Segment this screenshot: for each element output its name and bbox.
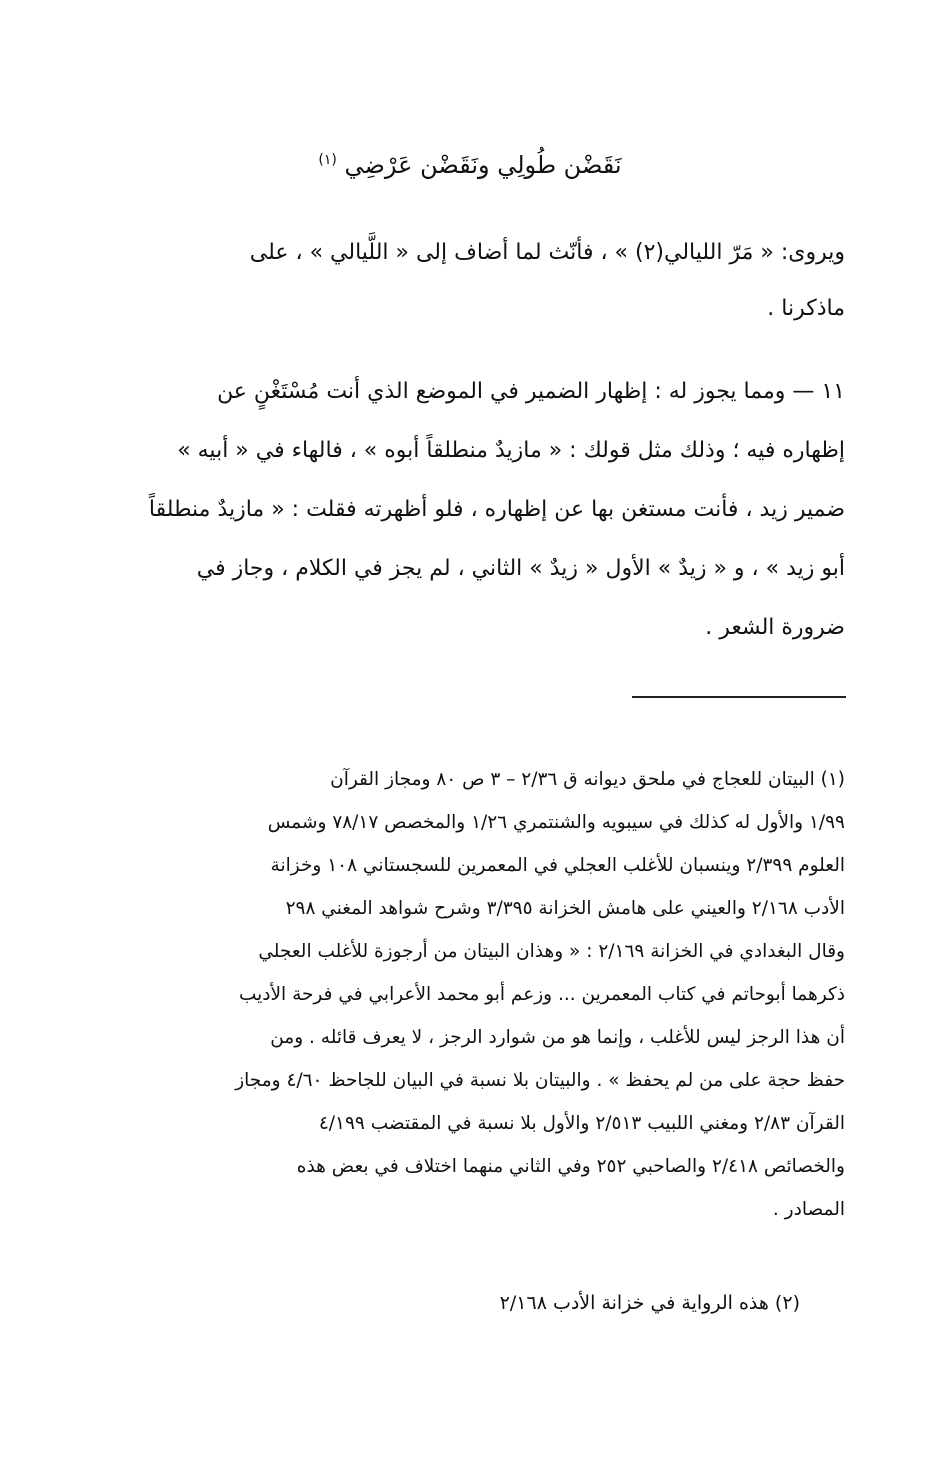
- paragraph-line: ماذكرنا .: [767, 296, 845, 321]
- footnote-line: الأدب ٢/١٦٨ والعيني على هامش الخزانة ٣/٣٩٥ وشرح شواهد المغني ٢٩٨: [285, 898, 845, 919]
- footnote-line: العلوم ٢/٣٩٩ وينسبان للأغلب العجلي في المعمرين للسجستاني ١٠٨ وخزانة: [270, 855, 845, 876]
- footnote-line: (١) البيتان للعجاج في ملحق ديوانه ق ٢/٣٦ – ٣ ص ٨٠ ومجاز القرآن: [330, 769, 845, 790]
- paragraph-riwaya: [160, 225, 845, 337]
- footnote-1: [160, 758, 845, 1231]
- footnote-marker-1: (١): [318, 152, 337, 168]
- footnote-separator: [632, 696, 846, 698]
- footnote-line: حفظ حجة على من لم يحفظ » . والبيتان بلا نسبة في البيان للجاحظ ٤/٦٠ ومجاز: [235, 1070, 845, 1091]
- paragraph-line: إظهاره فيه ؛ وذلك مثل قولك : « مازيدٌ منطلقاً أبوه » ، فالهاء في « أبيه »: [177, 438, 845, 463]
- footnote-line: ذكرهما أبوحاتم في كتاب المعمرين ... وزعم أبو محمد الأعرابي في فرحة الأديب: [238, 984, 845, 1005]
- footnote-2: [160, 1282, 800, 1325]
- paragraph-line: أبو زيد » ، و « زيدٌ » الأول « زيدٌ » الثاني ، لم يجز في الكلام ، وجاز في: [196, 556, 845, 581]
- footnote-line: (٢) هذه الرواية في خزانة الأدب ٢/١٦٨: [499, 1292, 800, 1314]
- footnote-line: المصادر .: [772, 1199, 845, 1220]
- footnote-line: والخصائص ٢/٤١٨ والصاحبي ٢٥٢ وفي الثاني منهما اختلاف في بعض هذه: [296, 1156, 845, 1177]
- verse-text: نَقَضْن طُولِي ونَقَضْن عَرْضِي: [344, 151, 622, 179]
- footnote-line: ١/٩٩ والأول له كذلك في سيبويه والشنتمري ١/٢٦ والمخصص ٧٨/١٧ وشمس: [267, 812, 845, 833]
- paragraph-line: ضمير زيد ، فأنت مستغن بها عن إظهاره ، فلو أظهرته فقلت : « مازيدٌ منطلقاً: [148, 497, 845, 522]
- paragraph-line: ١١ — ومما يجوز له : إظهار الضمير في الموضع الذي أنت مُسْتَغْنٍ عن: [217, 379, 845, 404]
- footnote-line: القرآن ٢/٨٣ ومغني اللبيب ٢/٥١٣ والأول بلا نسبة في المقتضب ٤/١٩٩: [318, 1113, 845, 1134]
- paragraph-line: ويروى: « مَرّ الليالي(٢) » ، فأنّث لما أضاف إلى « اللَّيالي » ، على: [249, 240, 845, 265]
- footnote-line: وقال البغدادي في الخزانة ٢/١٦٩ : « وهذان البيتان من أرجوزة للأغلب العجلي: [258, 941, 845, 962]
- footnote-line: أن هذا الرجز ليس للأغلب ، وإنما هو من شوارد الرجز ، لا يعرف قائله . ومن: [270, 1027, 845, 1048]
- paragraph-section-11: [148, 362, 845, 657]
- paragraph-line: ضرورة الشعر .: [705, 615, 845, 640]
- verse-line: [300, 140, 640, 185]
